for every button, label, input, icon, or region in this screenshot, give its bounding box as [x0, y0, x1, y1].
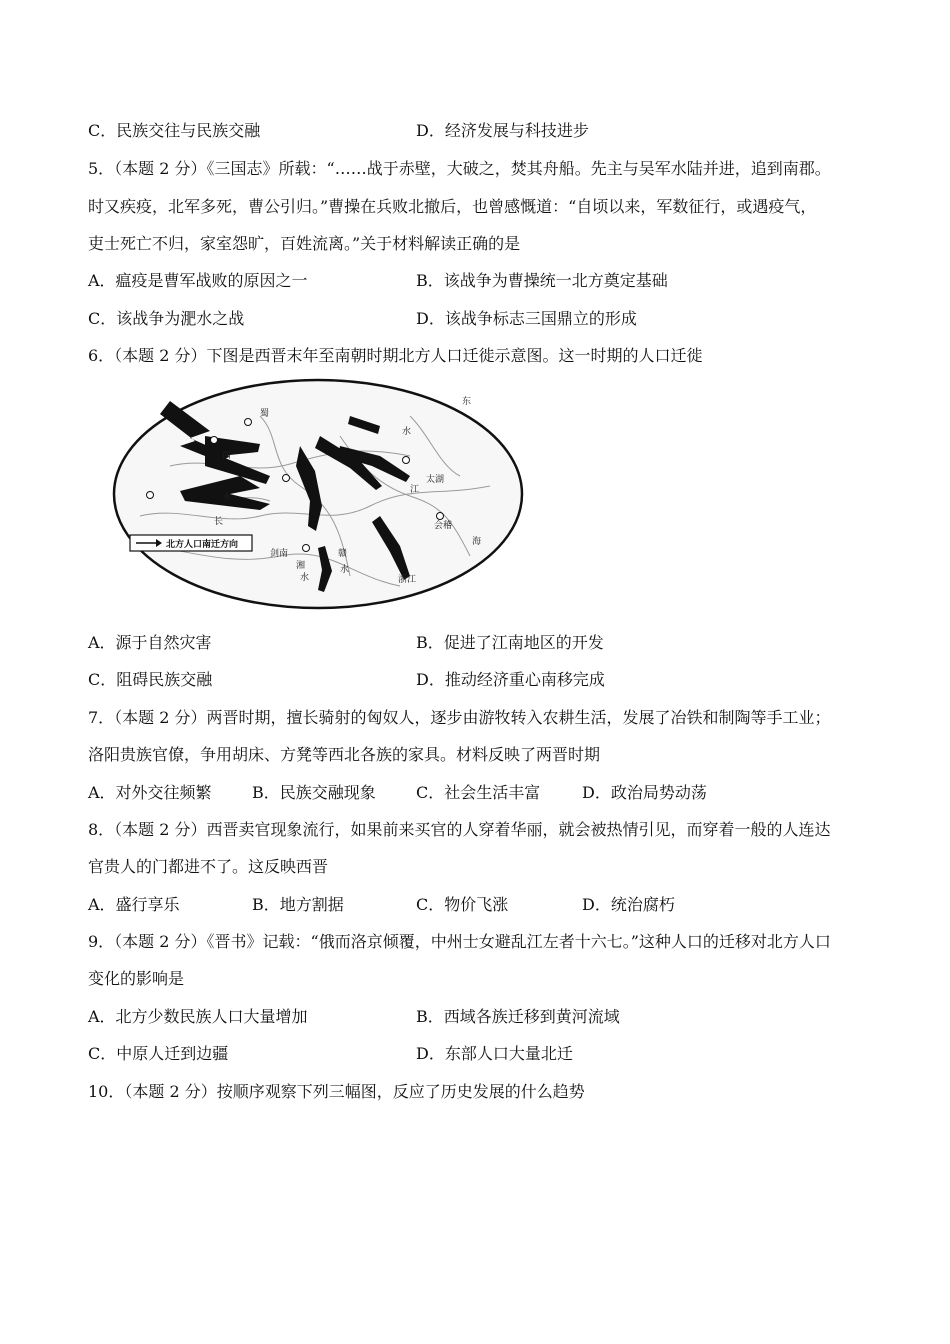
q5-option-a: A．瘟疫是曹军战败的原因之一 — [88, 271, 308, 290]
map-label: 水 — [300, 573, 310, 583]
map-label: 赣 — [338, 549, 348, 559]
map-label: 水 — [340, 565, 350, 575]
map-label: 海 — [472, 537, 482, 547]
q7-stem-line-1: 7．（本题 2 分）两晋时期，擅长骑射的匈奴人，逐步由游牧转入农耕生活，发展了冶铁和制陶等手工业； — [88, 708, 831, 727]
q7-stem-line-2: 洛阳贵族官僚，争用胡床、方凳等西北各族的家具。材料反映了两晋时期 — [88, 745, 601, 764]
q8-stem-line-1: 8．（本题 2 分）西晋卖官现象流行，如果前来买官的人穿着华丽，就会被热情引见，而穿着一般的人连达 — [88, 820, 831, 839]
q4-option-c: C．民族交往与民族交融 — [88, 121, 261, 140]
q9-option-a: A．北方少数民族人口大量增加 — [88, 1007, 308, 1026]
q8-option-a: A．盛行享乐 — [88, 895, 180, 914]
q10-stem-line-1: 10．（本题 2 分）按顺序观察下列三幅图，反应了历史发展的什么趋势 — [88, 1082, 585, 1101]
q6-stem-line-1: 6．（本题 2 分）下图是西晋末年至南朝时期北方人口迁徙示意图。这一时期的人口迁徙 — [88, 346, 703, 365]
q9-stem-line-2: 变化的影响是 — [88, 969, 185, 988]
map-label: 水 — [222, 493, 232, 503]
map-label: 江 — [410, 485, 420, 495]
q9-option-d: D．东部人口大量北迁 — [416, 1044, 573, 1063]
map-label: 水 — [402, 427, 412, 437]
map-label: 剑南 — [270, 549, 289, 559]
q6-option-d: D．推动经济重心南移完成 — [416, 670, 605, 689]
q8-option-d: D．统治腐朽 — [582, 895, 675, 914]
q5-option-c: C．该战争为淝水之战 — [88, 309, 245, 328]
q5-option-b: B．该战争为曹操统一北方奠定基础 — [416, 271, 668, 290]
q5-option-d: D．该战争标志三国鼎立的形成 — [416, 309, 637, 328]
map-label: 浙江 — [398, 575, 417, 585]
map-legend-text: 北方人口南迁方向 — [166, 540, 239, 550]
map-label: 太湖 — [426, 475, 445, 485]
q8-stem-line-2: 官贵人的门都进不了。这反映西晋 — [88, 857, 329, 876]
map-label: 会稽 — [434, 521, 453, 531]
map-label: 长 — [214, 517, 224, 527]
q5-stem-line-2: 时又疾疫，北军多死，曹公引归。”曹操在兵败北撤后，也曾感慨道：“自顷以来，军数征行，或遇疫气， — [88, 197, 817, 216]
q5-stem-line-1: 5．（本题 2 分）《三国志》所载：“……战于赤壁，大破之，焚其舟船。先主与吴军水陆并进，追到南郡。 — [88, 159, 831, 178]
q7-option-a: A．对外交往频繁 — [88, 783, 212, 802]
q8-option-b: B．地方割据 — [252, 895, 344, 914]
q9-option-b: B．西域各族迁移到黄河流域 — [416, 1007, 620, 1026]
q8-option-c: C．物价飞涨 — [416, 895, 509, 914]
q6-option-b: B．促进了江南地区的开发 — [416, 633, 604, 652]
map-label: 湘 — [296, 561, 306, 571]
q5-stem-line-3: 吏士死亡不归，家室怨旷，百姓流离。”关于材料解读正确的是 — [88, 234, 521, 253]
q9-stem-line-1: 9．（本题 2 分）《晋书》记载：“俄而洛京倾覆，中州士女避乱江左者十六七。”这种人口的迁移对北方人口 — [88, 932, 831, 951]
q6-option-c: C．阻碍民族交融 — [88, 670, 213, 689]
migration-map — [110, 376, 526, 612]
map-label: 东 — [462, 397, 472, 407]
q7-option-c: C．社会生活丰富 — [416, 783, 541, 802]
q7-option-d: D．政治局势动荡 — [582, 783, 707, 802]
q9-option-c: C．中原人迁到边疆 — [88, 1044, 229, 1063]
q7-option-b: B．民族交融现象 — [252, 783, 376, 802]
map-label: 西 — [222, 451, 232, 461]
q6-option-a: A．源于自然灾害 — [88, 633, 212, 652]
map-label: 蜀 — [260, 409, 270, 419]
q4-option-d: D．经济发展与科技进步 — [416, 121, 589, 140]
